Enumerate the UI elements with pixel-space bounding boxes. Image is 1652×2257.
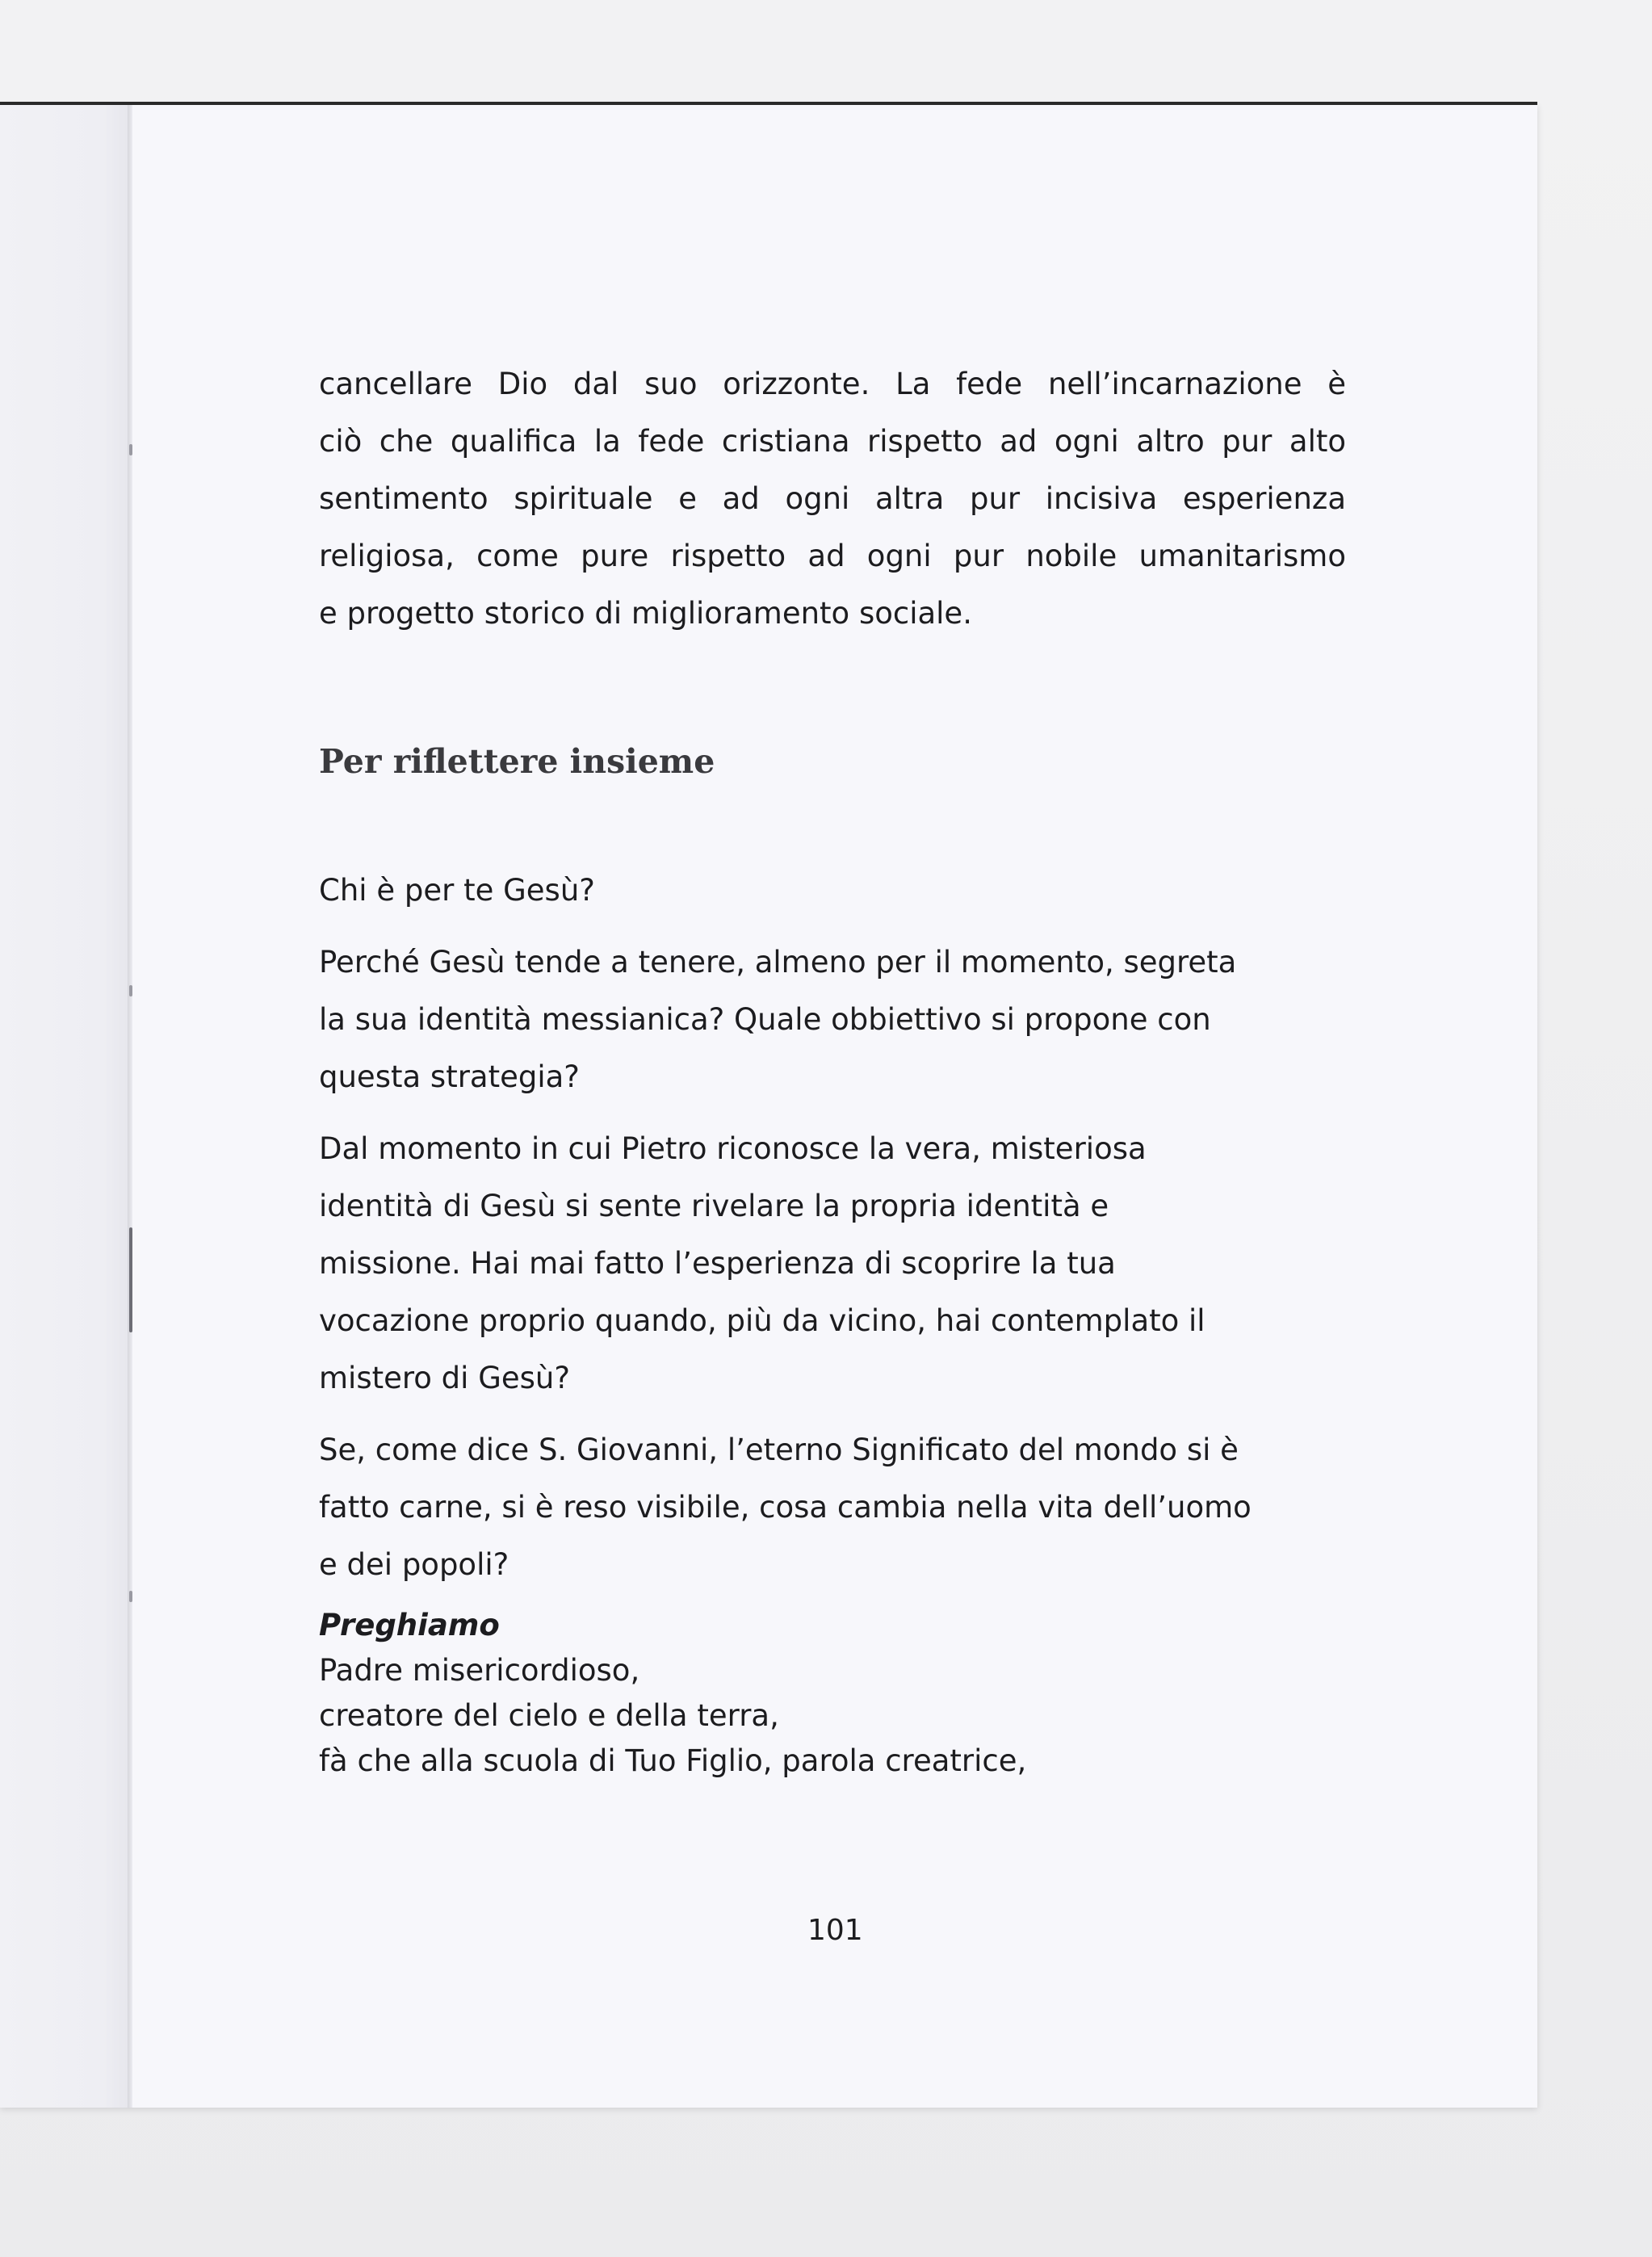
text-line: identità di Gesù si sente rivelare la propria identità e [319, 1189, 1109, 1223]
text-line: religiosa, come pure rispetto ad ogni pur nobile umanitarismo [319, 539, 1346, 573]
text-line: sentimento spirituale e ad ogni altra pur incisiva esperienza [319, 481, 1346, 516]
text-line: vocazione proprio quando, più da vicino, hai contemplato il [319, 1303, 1205, 1338]
text-line: cancellare Dio dal suo orizzonte. La fede nell’incarnazione è [319, 367, 1346, 401]
question-1 [319, 862, 1346, 919]
text-line: Dal momento in cui Pietro riconosce la vera, misteriosa [319, 1131, 1147, 1166]
text-line: Chi è per te Gesù? [319, 873, 595, 908]
question-4 [319, 1421, 1346, 1593]
text-line: la sua identità messianica? Quale obbiettivo si propone con [319, 1002, 1211, 1037]
intro-paragraph [319, 355, 1346, 642]
text-line: e dei popoli? [319, 1547, 509, 1582]
text-line: Perché Gesù tende a tenere, almeno per il momento, segreta [319, 945, 1237, 980]
text-line: e progetto storico di miglioramento sociale. [319, 596, 972, 631]
text-line: fatto carne, si è reso visibile, cosa cambia nella vita dell’uomo [319, 1490, 1252, 1525]
text-line: Se, come dice S. Giovanni, l’eterno Significato del mondo si è [319, 1433, 1239, 1467]
prayer-heading: Preghiamo [319, 1608, 500, 1642]
text-line: missione. Hai mai fatto l’esperienza di scoprire la tua [319, 1246, 1116, 1281]
text-line: Padre misericordioso, [319, 1653, 640, 1688]
text-line: fà che alla scuola di Tuo Figlio, parola creatrice, [319, 1743, 1027, 1778]
page-number: 101 [807, 1914, 863, 1947]
text-line: mistero di Gesù? [319, 1361, 570, 1395]
prayer-text [319, 1648, 1346, 1784]
text-line: creatore del cielo e della terra, [319, 1698, 779, 1733]
text-line: ciò che qualifica la fede cristiana rispetto ad ogni altro pur alto [319, 424, 1346, 459]
section-heading: Per riflettere insieme [319, 742, 715, 781]
left-page-edge [0, 105, 129, 2108]
question-3 [319, 1120, 1346, 1407]
page-text [319, 355, 1346, 1784]
question-2 [319, 933, 1346, 1105]
text-line: questa strategia? [319, 1059, 580, 1094]
